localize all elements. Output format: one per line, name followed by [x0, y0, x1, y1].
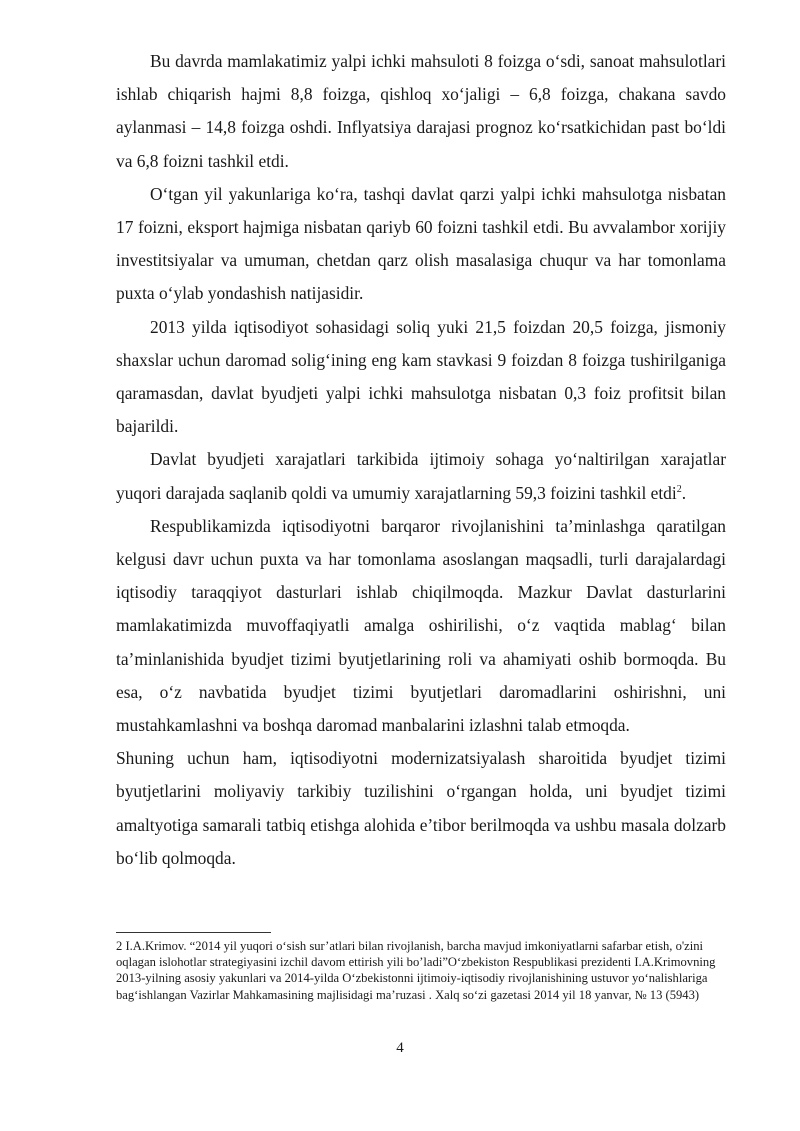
footnote-divider	[116, 932, 271, 933]
document-body	[116, 45, 726, 875]
paragraph-social-spending-text: Davlat byudjeti xarajatlari tarkibida ijtimoiy sohaga yo‘naltirilgan xarajatlar yuqori darajada saqlanib qoldi va umumiy xarajatlarning 59,3 foizini tashkil etdi	[116, 449, 726, 503]
paragraph-external-debt: O‘tgan yil yakunlariga ko‘ra, tashqi davlat qarzi yalpi ichki mahsulotga nisbatan 17 foizni, eksport hajmiga nisbatan qariyb 60 foizni tashkil etdi. Bu avvalambor xorijiy investitsiyalar va umuman, chetdan qarz olish masalasiga chuqur va har tomonlama puxta o‘ylab yondashish natijasidir.	[116, 183, 726, 304]
paragraph-tax-burden: 2013 yilda iqtisodiyot sohasidagi soliq yuki 21,5 foizdan 20,5 foizga, jismoniy shaxslar uchun daromad solig‘ining eng kam stavkasi 9 foizdan 8 foizga tushirilganiga qaramasdan, davlat byudjeti yalpi ichki mahsulotga nisbatan 0,3 foiz profitsit bilan bajarildi.	[116, 316, 726, 437]
paragraph-social-spending-suffix: .	[681, 482, 687, 503]
page-number: 4	[396, 1040, 404, 1056]
paragraph-development-programs: Respublikamizda iqtisodiyotni barqaror rivojlanishini ta’minlashga qaratilgan kelgusi davr uchun puxta va har tomonlama asoslangan maqsadli, turli darajalardagi iqtisodiy taraqqiyot dasturlari ishlab chiqilmoqda. Mazkur Davlat dasturlarini mamlakatimizda muvoffaqiyatli amalga oshirilishi, o‘z vaqtida mablag‘ bilan ta’minlanishida byudjet tizimi byutjetlarining roli va ahamiyati oshib bormoqda. Bu esa, o‘z navbatida byudjet tizimi byutjetlari daromadlarini oshirishni, uni mustahkamlashni va boshqa daromad manbalarini izlashni talab etmoqda.	[116, 515, 726, 736]
paragraph-social-spending	[116, 443, 726, 509]
footnote-text: 2 I.A.Krimov. “2014 yil yuqori o‘sish sur’atlari bilan rivojlanish, barcha mavjud imkoniyatlarni safarbar etish, o'zini oqlagan islohotlar strategiyasini izchil davom ettirish yili bo’ladi”O‘zbekiston Respublikasi prezidenti I.A.Krimovning 2013-yilning asosiy yakunlari va 2014-yilda O‘zbekistonni ijtimoiy-iqtisodiy rivojlanishining ustuvor yo‘nalishlariga bag‘ishlangan Vazirlar Mahkamasining majlisidagi ma’ruzasi . Xalq so‘zi gazetasi 2014 yil 18 yanvar, № 13 (5943)	[116, 939, 716, 1002]
footnote-reference[interactable]: 2	[676, 483, 682, 495]
paragraph-modernization: Shuning uchun ham, iqtisodiyotni modernizatsiyalash sharoitida byudjet tizimi byutjetlarini moliyaviy tarkibiy tuzilishini o‘rgangan holda, uni byudjet tizimi amaltyotiga samarali tatbiq etishga alohida e’tibor berilmoqda va ushbu masala dolzarb bo‘lib qolmoqda.	[116, 748, 726, 868]
paragraph-gdp-growth: Bu davrda mamlakatimiz yalpi ichki mahsuloti 8 foizga o‘sdi, sanoat mahsulotlari ishlab chiqarish hajmi 8,8 foizga, qishloq xo‘jaligi – 6,8 foizga, chakana savdo aylanmasi – 14,8 foizga oshdi. Inflyatsiya darajasi prognoz ko‘rsatkichidan past bo‘ldi va 6,8 foizni tashkil etdi.	[116, 51, 726, 171]
